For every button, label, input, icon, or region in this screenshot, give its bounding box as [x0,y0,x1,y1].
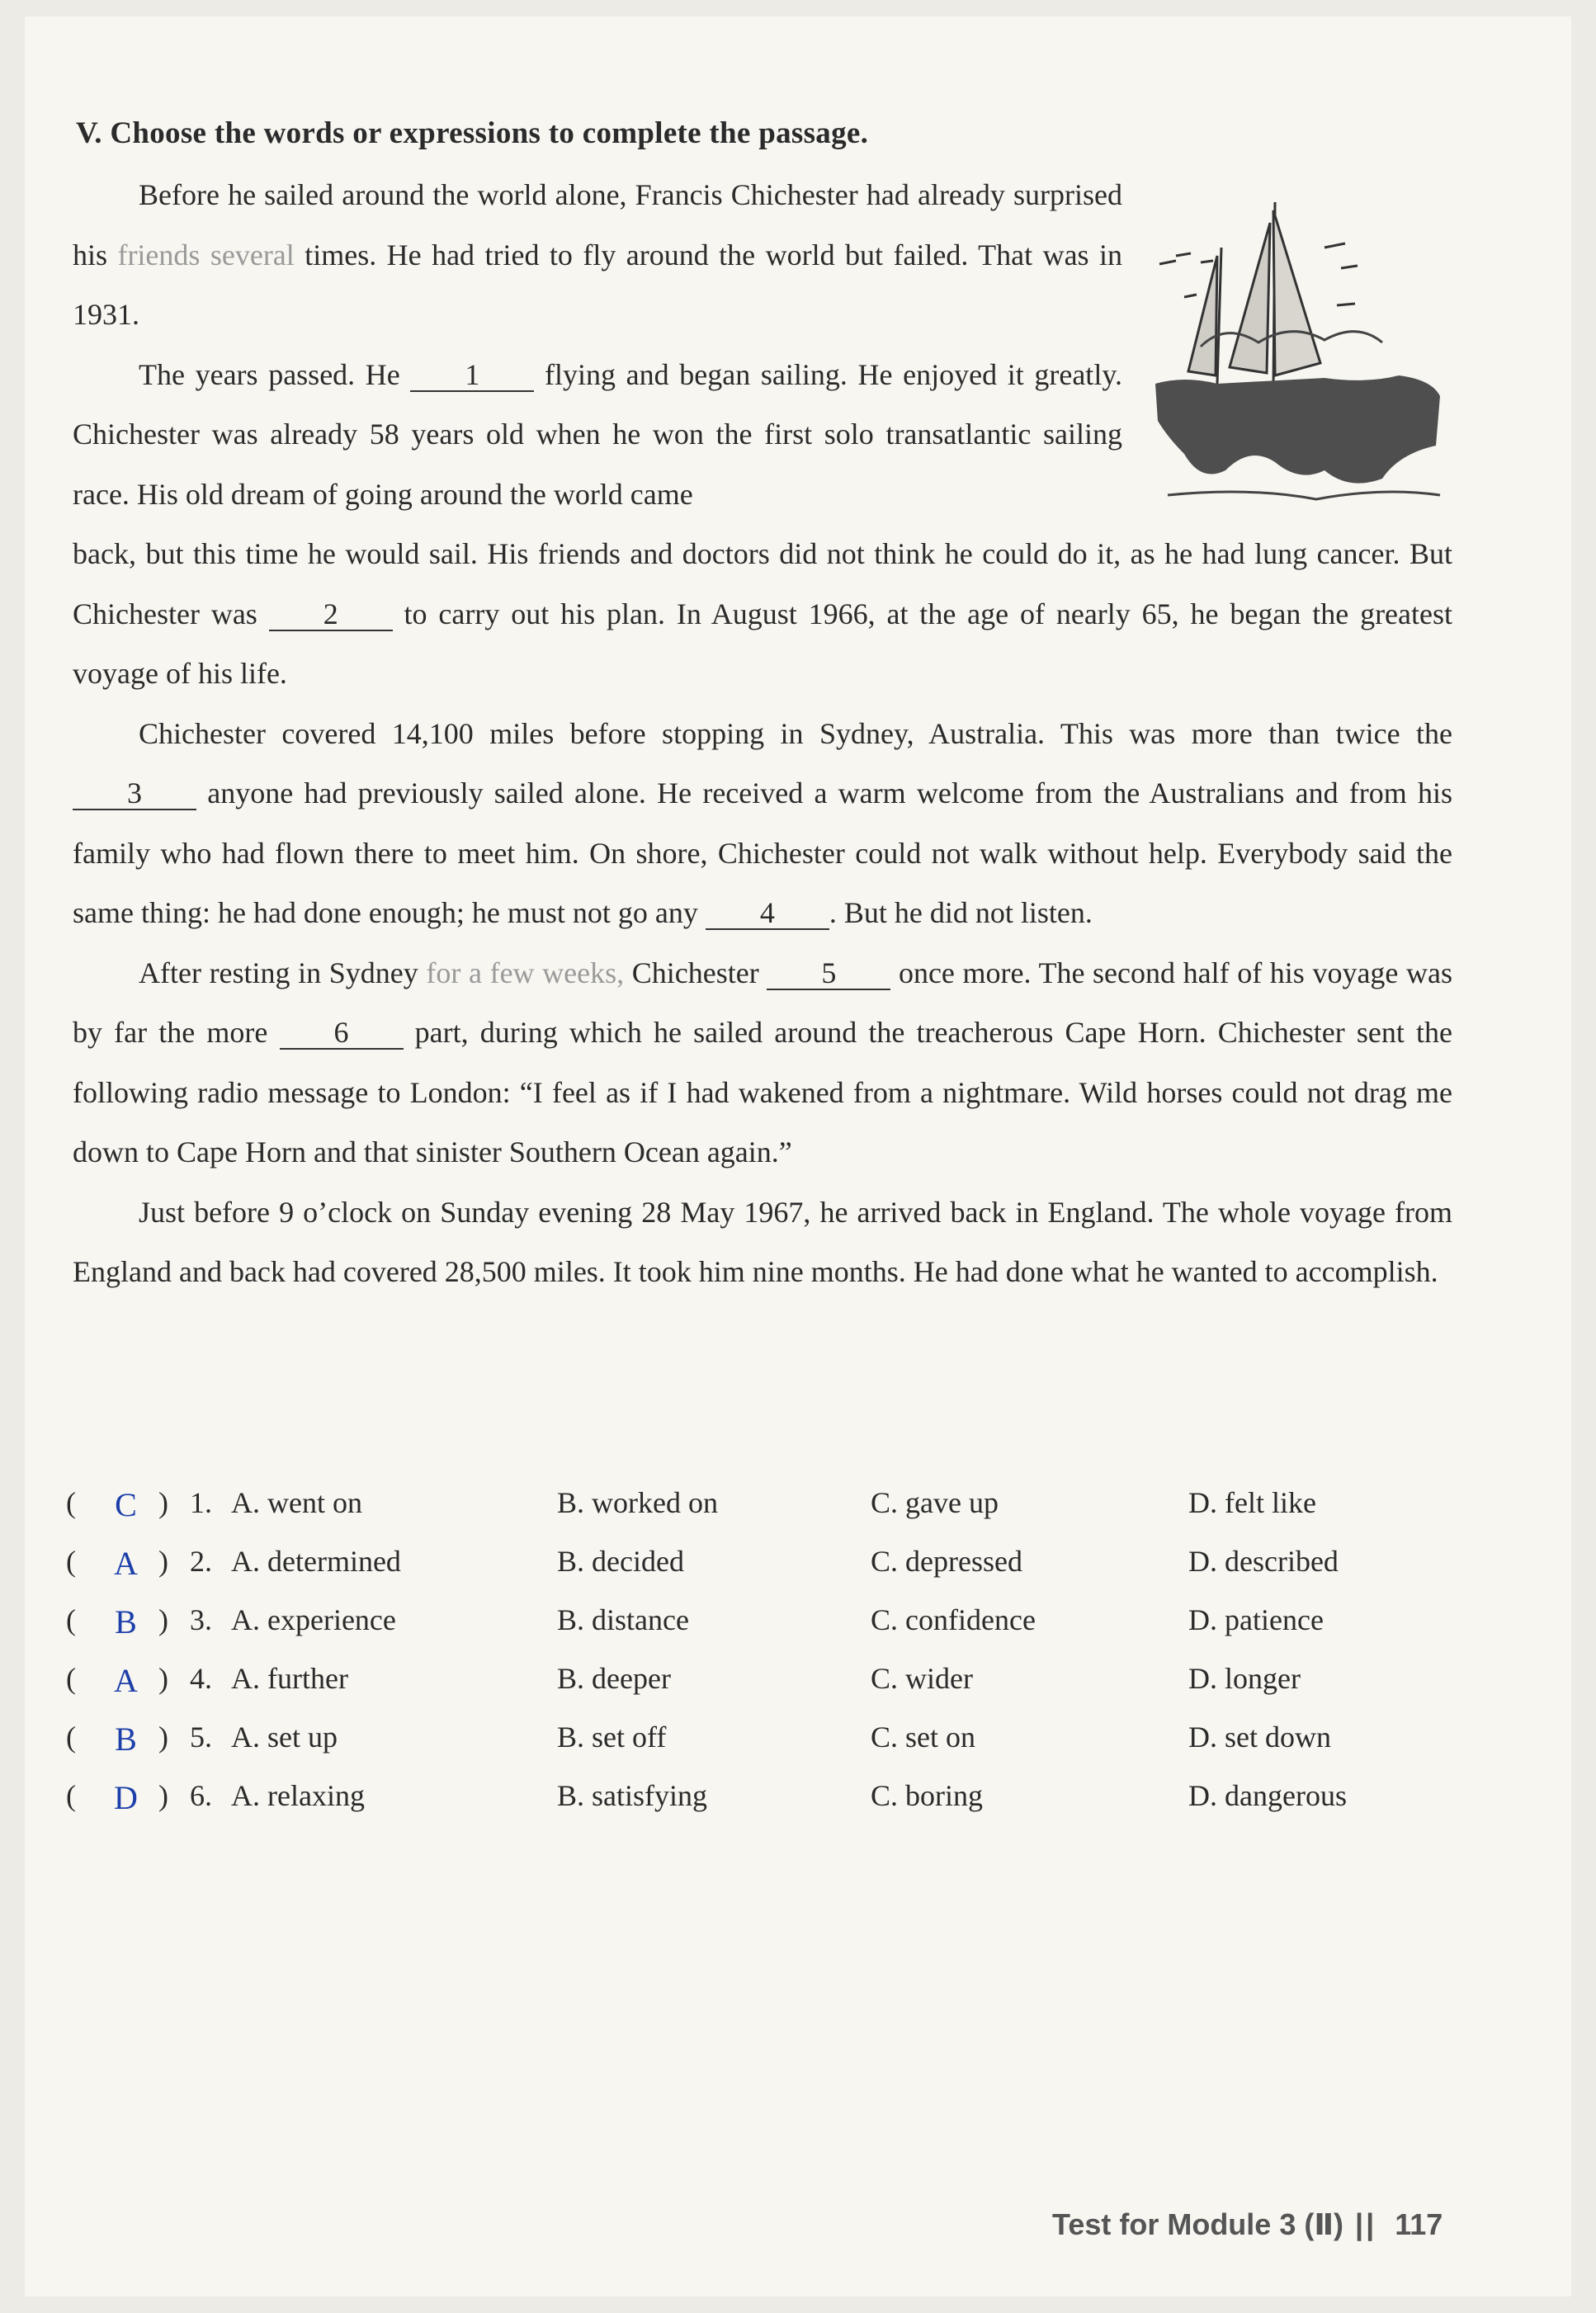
option-d: D. set down [1188,1721,1331,1754]
paragraph-2-text-c: back, but this time he would sail. His friends and doctors did not think he could do it, as he had lung cancer. But Chichester was [73,537,1452,630]
question-number: 2. [190,1545,212,1578]
question-number: 3. [190,1603,212,1636]
paragraph-4-text-b: Chichester [624,956,767,989]
option-a: A. relaxing [231,1779,365,1812]
blank-6: 6 [280,1017,404,1050]
open-paren: ( [66,1486,76,1519]
close-paren: ) [158,1545,168,1578]
sailing-ship-illustration [1151,198,1444,507]
option-b: B. worked on [557,1486,718,1519]
paragraph-2-text-a: The years passed. He [139,357,411,391]
choice-list [66,1485,1469,1837]
open-paren: ( [66,1545,76,1578]
paragraph-1-watermarked-text: friends several [117,238,295,271]
question-row-2 [66,1544,1469,1603]
option-a: A. experience [231,1603,396,1636]
footer-divider: || [1355,2207,1377,2241]
question-number: 5. [190,1721,212,1754]
blank-2: 2 [269,598,393,631]
option-c: C. depressed [871,1545,1022,1578]
close-paren: ) [158,1779,168,1812]
question-row-4 [66,1661,1469,1720]
blank-3: 3 [73,777,196,810]
option-b: B. satisfying [557,1779,708,1812]
option-c: C. boring [871,1779,984,1812]
answer-4: A [114,1662,138,1699]
option-b: B. distance [557,1603,689,1636]
open-paren: ( [66,1603,76,1636]
option-d: D. longer [1188,1662,1301,1695]
option-a: A. further [231,1662,348,1695]
paragraph-4-text-a: After resting in Sydney [139,956,427,989]
answer-3: B [115,1603,137,1640]
option-c: C. set on [871,1721,976,1754]
paragraph-3-text-b: anyone had previously sailed alone. He received a warm welcome from the Australians and from his family who had flown there to meet him. On shore, Chichester could not walk without help. Everybody said the same thing: he had done enough; he must not go any [73,777,1452,929]
option-c: C. confidence [871,1603,1036,1636]
paragraph-3 [73,704,1452,943]
option-c: C. wider [871,1662,973,1695]
close-paren: ) [158,1721,168,1754]
section-heading: V. Choose the words or expressions to complete the passage. [76,116,869,150]
paragraph-2-continued [73,524,1452,704]
option-b: B. decided [557,1545,684,1578]
paragraph-1-text-b: times. He had tried to fly around the world but failed. That was in 1931. [73,238,1123,331]
passage-main [73,524,1452,1302]
option-b: B. set off [557,1721,667,1754]
page-number: 117 [1395,2207,1443,2241]
option-d: D. felt like [1188,1486,1316,1519]
page-footer [1052,2207,1443,2242]
option-d: D. described [1188,1545,1339,1578]
answer-1: C [115,1486,137,1523]
option-a: A. determined [231,1545,401,1578]
close-paren: ) [158,1486,168,1519]
blank-4: 4 [706,897,829,930]
close-paren: ) [158,1603,168,1636]
question-number: 1. [190,1486,212,1519]
close-paren: ) [158,1662,168,1695]
paragraph-3-text-a: Chichester covered 14,100 miles before stopping in Sydney, Australia. This was more than twice the [139,716,1452,750]
blank-5: 5 [767,957,890,990]
option-b: B. deeper [557,1662,671,1695]
option-a: A. went on [231,1486,362,1519]
paragraph-4 [73,943,1452,1182]
paragraph-4-watermarked-text: for a few weeks, [426,956,625,989]
paragraph-4-text-d: part, during which he sailed around the treacherous Cape Horn. Chichester sent the following radio message to London: “I feel as if I had wakened from a nightmare. Wild horses could not drag me down to Cape Horn and that sinister Southern Ocean again.” [73,1016,1452,1168]
answer-5: B [115,1721,137,1758]
paragraph-1-text-a: Before he sailed around the world alone, Francis Chichester had already surprised his [73,178,1122,271]
paragraph-5: Just before 9 o’clock on Sunday evening 28 May 1967, he arrived back in England. The whole voyage from England and back had covered 28,500 miles. It took him nine months. He had done what he wanted to accomplish. [73,1195,1452,1288]
paragraph-1 [73,165,1122,345]
open-paren: ( [66,1721,76,1754]
blank-1: 1 [410,359,534,392]
passage-top [73,165,1122,524]
question-number: 6. [190,1779,212,1812]
paragraph-2-text-b: flying and began sailing. He enjoyed it greatly. Chichester was already 58 years old when he won the first solo transatlantic sailing race. His old dream of going around the world came [73,357,1122,511]
question-row-1 [66,1485,1469,1544]
question-number: 4. [190,1662,212,1695]
open-paren: ( [66,1662,76,1695]
option-c: C. gave up [871,1486,999,1519]
footer-title: Test for Module 3 (Ⅱ) [1052,2207,1344,2241]
paragraph-3-text-c: . But he did not listen. [829,896,1093,929]
question-row-3 [66,1603,1469,1661]
paragraph-2-text-d: to carry out his plan. In August 1966, at the age of nearly 65, he began the greatest voyage of his life. [73,597,1453,690]
open-paren: ( [66,1779,76,1812]
option-d: D. patience [1188,1603,1324,1636]
option-d: D. dangerous [1188,1779,1347,1812]
question-row-6 [66,1778,1469,1837]
paragraph-4-text-c: once more. The second half of his voyage was by far the more [73,956,1452,1049]
paragraph-2-start [73,345,1122,525]
answer-2: A [114,1545,138,1582]
option-a: A. set up [231,1721,338,1754]
question-row-5 [66,1720,1469,1778]
answer-6: D [114,1779,138,1816]
